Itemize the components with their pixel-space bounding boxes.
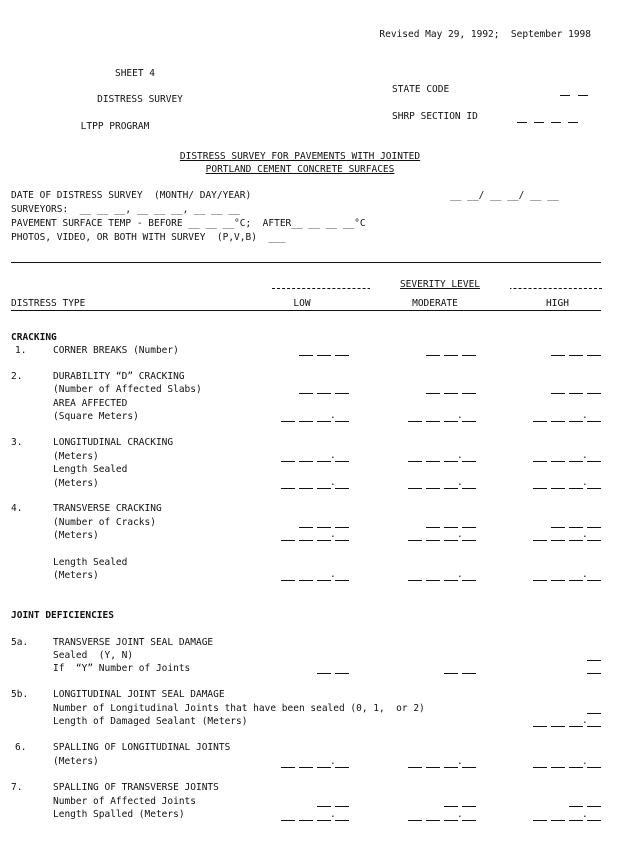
item-5a-sealed: Sealed (Y, N) xyxy=(53,650,134,661)
cracking-heading: CRACKING xyxy=(11,332,57,343)
state-code-blank-1[interactable] xyxy=(560,95,570,96)
transverse-sealed-high-decimal-point: . xyxy=(582,569,588,580)
spalling-transverse-joints-low-blank-2[interactable] xyxy=(335,806,349,807)
damaged-sealant-length-blank-2[interactable] xyxy=(551,726,565,727)
longitudinal-cracking-high-blank-3[interactable] xyxy=(569,461,583,462)
transverse-length-moderate-blank-2[interactable] xyxy=(426,540,440,541)
longitudinal-sealed-low-blank-4[interactable] xyxy=(335,488,349,489)
item-5b-damaged-length: Length of Damaged Sealant (Meters) xyxy=(53,716,248,727)
spalling-longitudinal-moderate-blank-4[interactable] xyxy=(462,767,476,768)
longitudinal-joints-sealed-count-blank[interactable] xyxy=(587,713,601,714)
item-4-sealed-label: Length Sealed xyxy=(53,557,128,568)
spalling-transverse-length-low-blank-2[interactable] xyxy=(299,820,313,821)
spalling-transverse-length-high-blank-2[interactable] xyxy=(551,820,565,821)
longitudinal-cracking-high-blank-4[interactable] xyxy=(587,461,601,462)
state-code-blank-2[interactable] xyxy=(578,95,588,96)
longitudinal-sealed-low-blank-3[interactable] xyxy=(317,488,331,489)
spalling-longitudinal-moderate-blank-3[interactable] xyxy=(444,767,458,768)
corner-breaks-moderate-blank-1[interactable] xyxy=(426,355,440,356)
durability-area-high-blank-1[interactable] xyxy=(533,421,547,422)
damaged-sealant-length-blank-1[interactable] xyxy=(533,726,547,727)
program-name: LTPP PROGRAM xyxy=(80,121,150,132)
item-4-label: TRANSVERSE CRACKING xyxy=(53,503,162,514)
transverse-length-moderate-blank-4[interactable] xyxy=(462,540,476,541)
sheet-number: SHEET 4 xyxy=(114,68,156,79)
shrp-id-blank-3[interactable] xyxy=(551,122,561,123)
transverse-cracks-moderate-blank-1[interactable] xyxy=(426,527,440,528)
durability-area-low-decimal-point: . xyxy=(330,410,336,421)
durability-area-high-decimal-point: . xyxy=(582,410,588,421)
corner-breaks-low-blank-2[interactable] xyxy=(317,355,331,356)
transverse-sealed-moderate-blank-3[interactable] xyxy=(444,580,458,581)
longitudinal-cracking-low-decimal-point: . xyxy=(330,450,336,461)
longitudinal-sealed-moderate-blank-2[interactable] xyxy=(426,488,440,489)
transverse-sealed-moderate-blank-4[interactable] xyxy=(462,580,476,581)
item-6-number: 6. xyxy=(15,742,27,753)
transverse-joint-seal-moderate-blank-1[interactable] xyxy=(444,673,458,674)
durability-slabs-high-blank-2[interactable] xyxy=(569,393,583,394)
spalling-transverse-length-low-blank-1[interactable] xyxy=(281,820,295,821)
pavement-temp-field[interactable]: PAVEMENT SURFACE TEMP - BEFORE __ __ __°C; AFTER__ __ __ __°C xyxy=(11,218,366,229)
section-divider xyxy=(11,262,601,263)
damaged-sealant-length-decimal-point: . xyxy=(582,715,588,726)
transverse-length-high-blank-4[interactable] xyxy=(587,540,601,541)
spalling-transverse-joints-moderate-blank-2[interactable] xyxy=(462,806,476,807)
item-2-area-unit: (Square Meters) xyxy=(53,411,139,422)
corner-breaks-moderate-blank-2[interactable] xyxy=(444,355,458,356)
spalling-transverse-length-high-blank-1[interactable] xyxy=(533,820,547,821)
item-2-number: 2. xyxy=(11,371,23,382)
transverse-cracks-low-blank-2[interactable] xyxy=(317,527,331,528)
transverse-sealed-moderate-blank-2[interactable] xyxy=(426,580,440,581)
longitudinal-sealed-moderate-decimal-point: . xyxy=(457,477,463,488)
transverse-length-moderate-blank-1[interactable] xyxy=(408,540,422,541)
transverse-joint-seal-low-blank-2[interactable] xyxy=(335,673,349,674)
severity-moderate-header: MODERATE xyxy=(412,298,458,309)
durability-slabs-high-blank-1[interactable] xyxy=(551,393,565,394)
spalling-transverse-joints-high-blank-2[interactable] xyxy=(587,806,601,807)
transverse-length-moderate-decimal-point: . xyxy=(457,529,463,540)
durability-area-high-blank-3[interactable] xyxy=(569,421,583,422)
spalling-transverse-joints-high-blank-1[interactable] xyxy=(569,806,583,807)
revision-note: Revised May 29, 1992; September 1998 xyxy=(379,29,591,40)
shrp-id-blank-4[interactable] xyxy=(568,122,578,123)
longitudinal-sealed-low-blank-1[interactable] xyxy=(281,488,295,489)
longitudinal-cracking-high-blank-1[interactable] xyxy=(533,461,547,462)
durability-slabs-low-blank-1[interactable] xyxy=(299,393,313,394)
item-4-count-label: (Number of Cracks) xyxy=(53,517,156,528)
shrp-id-blank-1[interactable] xyxy=(517,122,527,123)
spalling-longitudinal-moderate-blank-2[interactable] xyxy=(426,767,440,768)
item-5b-sealed-count: Number of Longitudinal Joints that have been sealed (0, 1, or 2) xyxy=(53,703,425,714)
transverse-length-high-decimal-point: . xyxy=(582,529,588,540)
damaged-sealant-length-blank-3[interactable] xyxy=(569,726,583,727)
longitudinal-sealed-low-decimal-point: . xyxy=(330,477,336,488)
item-3-number: 3. xyxy=(11,437,23,448)
durability-area-moderate-blank-4[interactable] xyxy=(462,421,476,422)
longitudinal-cracking-high-decimal-point: . xyxy=(582,450,588,461)
transverse-cracks-moderate-blank-2[interactable] xyxy=(444,527,458,528)
item-3-sealed-unit: (Meters) xyxy=(53,478,99,489)
transverse-sealed-low-blank-1[interactable] xyxy=(281,580,295,581)
longitudinal-sealed-high-blank-2[interactable] xyxy=(551,488,565,489)
spalling-longitudinal-moderate-decimal-point: . xyxy=(457,756,463,767)
corner-breaks-low-blank-3[interactable] xyxy=(335,355,349,356)
longitudinal-cracking-moderate-blank-2[interactable] xyxy=(426,461,440,462)
item-5a-label: TRANSVERSE JOINT SEAL DAMAGE xyxy=(53,637,214,648)
transverse-sealed-moderate-decimal-point: . xyxy=(457,569,463,580)
durability-slabs-low-blank-3[interactable] xyxy=(335,393,349,394)
durability-slabs-high-blank-3[interactable] xyxy=(587,393,601,394)
transverse-sealed-moderate-blank-1[interactable] xyxy=(408,580,422,581)
date-of-survey-label: DATE OF DISTRESS SURVEY (MONTH/ DAY/YEAR) xyxy=(11,190,252,201)
item-2-sublabel: (Number of Affected Slabs) xyxy=(53,384,202,395)
item-5a-number: 5a. xyxy=(11,637,29,648)
item-7-label: SPALLING OF TRANSVERSE JOINTS xyxy=(53,782,219,793)
spalling-longitudinal-high-blank-1[interactable] xyxy=(533,767,547,768)
spalling-transverse-joints-moderate-blank-1[interactable] xyxy=(444,806,458,807)
longitudinal-sealed-moderate-blank-4[interactable] xyxy=(462,488,476,489)
longitudinal-cracking-low-blank-4[interactable] xyxy=(335,461,349,462)
survey-title-line-1: DISTRESS SURVEY FOR PAVEMENTS WITH JOINTED xyxy=(179,151,421,162)
transverse-length-high-blank-1[interactable] xyxy=(533,540,547,541)
corner-breaks-high-blank-1[interactable] xyxy=(551,355,565,356)
longitudinal-sealed-low-blank-2[interactable] xyxy=(299,488,313,489)
spalling-longitudinal-high-blank-4[interactable] xyxy=(587,767,601,768)
state-code-label: STATE CODE xyxy=(392,84,450,95)
damaged-sealant-length-blank-4[interactable] xyxy=(587,726,601,727)
transverse-sealed-low-blank-2[interactable] xyxy=(299,580,313,581)
severity-level-header: SEVERITY LEVEL xyxy=(370,279,510,291)
spalling-transverse-length-low-decimal-point: . xyxy=(330,809,336,820)
spalling-transverse-length-low-blank-3[interactable] xyxy=(317,820,331,821)
spalling-transverse-length-moderate-blank-3[interactable] xyxy=(444,820,458,821)
durability-area-low-blank-4[interactable] xyxy=(335,421,349,422)
transverse-length-low-blank-3[interactable] xyxy=(317,540,331,541)
durability-area-low-blank-1[interactable] xyxy=(281,421,295,422)
transverse-sealed-low-decimal-point: . xyxy=(330,569,336,580)
transverse-length-moderate-blank-3[interactable] xyxy=(444,540,458,541)
longitudinal-cracking-high-blank-2[interactable] xyxy=(551,461,565,462)
transverse-length-high-blank-2[interactable] xyxy=(551,540,565,541)
item-5b-label: LONGITUDINAL JOINT SEAL DAMAGE xyxy=(53,689,225,700)
durability-area-moderate-blank-1[interactable] xyxy=(408,421,422,422)
item-3-label: LONGITUDINAL CRACKING xyxy=(53,437,174,448)
transverse-joint-sealed-yn-blank[interactable] xyxy=(587,660,601,661)
corner-breaks-high-blank-2[interactable] xyxy=(569,355,583,356)
severity-low-header: LOW xyxy=(293,298,311,309)
longitudinal-cracking-low-blank-3[interactable] xyxy=(317,461,331,462)
transverse-length-low-blank-1[interactable] xyxy=(281,540,295,541)
transverse-cracks-low-blank-3[interactable] xyxy=(335,527,349,528)
item-2-area-label: AREA AFFECTED xyxy=(53,398,128,409)
transverse-sealed-high-blank-2[interactable] xyxy=(551,580,565,581)
transverse-joint-count-high-blank[interactable] xyxy=(587,673,601,674)
durability-area-moderate-blank-2[interactable] xyxy=(426,421,440,422)
spalling-longitudinal-low-blank-1[interactable] xyxy=(281,767,295,768)
shrp-id-blank-2[interactable] xyxy=(534,122,544,123)
longitudinal-cracking-low-blank-1[interactable] xyxy=(281,461,295,462)
spalling-longitudinal-low-blank-4[interactable] xyxy=(335,767,349,768)
item-1-number: 1. xyxy=(15,345,27,356)
spalling-transverse-length-moderate-decimal-point: . xyxy=(457,809,463,820)
date-of-survey-blanks[interactable]: __ __/ __ __/ __ __ xyxy=(450,190,559,201)
distress-type-header: DISTRESS TYPE xyxy=(11,298,86,309)
item-4-unit: (Meters) xyxy=(53,530,99,541)
spalling-transverse-length-low-blank-4[interactable] xyxy=(335,820,349,821)
transverse-cracks-low-blank-1[interactable] xyxy=(299,527,313,528)
item-6-unit: (Meters) xyxy=(53,756,99,767)
item-2-label: DURABILITY “D” CRACKING xyxy=(53,371,185,382)
durability-slabs-moderate-blank-1[interactable] xyxy=(426,393,440,394)
durability-area-moderate-blank-3[interactable] xyxy=(444,421,458,422)
transverse-cracks-moderate-blank-3[interactable] xyxy=(462,527,476,528)
longitudinal-cracking-moderate-decimal-point: . xyxy=(457,450,463,461)
transverse-sealed-low-blank-4[interactable] xyxy=(335,580,349,581)
joint-deficiencies-heading: JOINT DEFICIENCIES xyxy=(11,610,114,621)
longitudinal-sealed-high-blank-3[interactable] xyxy=(569,488,583,489)
spalling-transverse-length-moderate-blank-2[interactable] xyxy=(426,820,440,821)
transverse-sealed-high-blank-3[interactable] xyxy=(569,580,583,581)
spalling-longitudinal-moderate-blank-1[interactable] xyxy=(408,767,422,768)
transverse-cracks-high-blank-1[interactable] xyxy=(551,527,565,528)
item-4-number: 4. xyxy=(11,503,23,514)
spalling-longitudinal-high-blank-3[interactable] xyxy=(569,767,583,768)
transverse-joint-seal-moderate-blank-2[interactable] xyxy=(462,673,476,674)
item-4-sealed-unit: (Meters) xyxy=(53,570,99,581)
spalling-transverse-length-high-decimal-point: . xyxy=(582,809,588,820)
corner-breaks-high-blank-3[interactable] xyxy=(587,355,601,356)
longitudinal-cracking-moderate-blank-4[interactable] xyxy=(462,461,476,462)
surveyors-field[interactable]: SURVEYORS: __ __ __, __ __ __, __ __ __ xyxy=(11,204,240,215)
item-6-label: SPALLING OF LONGITUDINAL JOINTS xyxy=(53,742,231,753)
transverse-length-low-decimal-point: . xyxy=(330,529,336,540)
item-7-joints: Number of Affected Joints xyxy=(53,796,196,807)
form-name: DISTRESS SURVEY xyxy=(97,94,183,105)
durability-slabs-moderate-blank-3[interactable] xyxy=(462,393,476,394)
item-5b-number: 5b. xyxy=(11,689,29,700)
item-1-label: CORNER BREAKS (Number) xyxy=(53,345,179,356)
item-7-number: 7. xyxy=(11,782,23,793)
spalling-transverse-length-moderate-blank-4[interactable] xyxy=(462,820,476,821)
spalling-longitudinal-high-blank-2[interactable] xyxy=(551,767,565,768)
item-7-length: Length Spalled (Meters) xyxy=(53,809,185,820)
table-header-rule xyxy=(11,310,601,311)
longitudinal-cracking-moderate-blank-3[interactable] xyxy=(444,461,458,462)
item-5a-joints: If “Y” Number of Joints xyxy=(53,663,191,674)
longitudinal-cracking-moderate-blank-1[interactable] xyxy=(408,461,422,462)
corner-breaks-moderate-blank-3[interactable] xyxy=(462,355,476,356)
spalling-longitudinal-high-decimal-point: . xyxy=(582,756,588,767)
corner-breaks-low-blank-1[interactable] xyxy=(299,355,313,356)
transverse-cracks-high-blank-3[interactable] xyxy=(587,527,601,528)
severity-high-header: HIGH xyxy=(546,298,569,309)
spalling-transverse-length-high-blank-3[interactable] xyxy=(569,820,583,821)
longitudinal-cracking-low-blank-2[interactable] xyxy=(299,461,313,462)
survey-title-line-2: PORTLAND CEMENT CONCRETE SURFACES xyxy=(205,164,395,175)
spalling-transverse-joints-low-blank-1[interactable] xyxy=(317,806,331,807)
durability-area-low-blank-3[interactable] xyxy=(317,421,331,422)
durability-slabs-moderate-blank-2[interactable] xyxy=(444,393,458,394)
spalling-transverse-length-high-blank-4[interactable] xyxy=(587,820,601,821)
durability-slabs-low-blank-2[interactable] xyxy=(317,393,331,394)
transverse-length-high-blank-3[interactable] xyxy=(569,540,583,541)
longitudinal-sealed-moderate-blank-1[interactable] xyxy=(408,488,422,489)
longitudinal-sealed-high-decimal-point: . xyxy=(582,477,588,488)
longitudinal-sealed-high-blank-4[interactable] xyxy=(587,488,601,489)
spalling-longitudinal-low-blank-2[interactable] xyxy=(299,767,313,768)
durability-area-moderate-decimal-point: . xyxy=(457,410,463,421)
item-3-unit: (Meters) xyxy=(53,451,99,462)
transverse-sealed-high-blank-4[interactable] xyxy=(587,580,601,581)
durability-area-high-blank-4[interactable] xyxy=(587,421,601,422)
transverse-sealed-high-blank-1[interactable] xyxy=(533,580,547,581)
item-3-sealed-label: Length Sealed xyxy=(53,464,128,475)
spalling-longitudinal-low-decimal-point: . xyxy=(330,756,336,767)
spalling-transverse-length-moderate-blank-1[interactable] xyxy=(408,820,422,821)
transverse-sealed-low-blank-3[interactable] xyxy=(317,580,331,581)
spalling-longitudinal-low-blank-3[interactable] xyxy=(317,767,331,768)
transverse-length-low-blank-2[interactable] xyxy=(299,540,313,541)
durability-area-high-blank-2[interactable] xyxy=(551,421,565,422)
shrp-section-id-label: SHRP SECTION ID xyxy=(392,111,478,122)
transverse-cracks-high-blank-2[interactable] xyxy=(569,527,583,528)
transverse-length-low-blank-4[interactable] xyxy=(335,540,349,541)
longitudinal-sealed-high-blank-1[interactable] xyxy=(533,488,547,489)
durability-area-low-blank-2[interactable] xyxy=(299,421,313,422)
transverse-joint-seal-low-blank-1[interactable] xyxy=(317,673,331,674)
photos-video-field[interactable]: PHOTOS, VIDEO, OR BOTH WITH SURVEY (P,V,B) ___ xyxy=(11,232,286,243)
longitudinal-sealed-moderate-blank-3[interactable] xyxy=(444,488,458,489)
